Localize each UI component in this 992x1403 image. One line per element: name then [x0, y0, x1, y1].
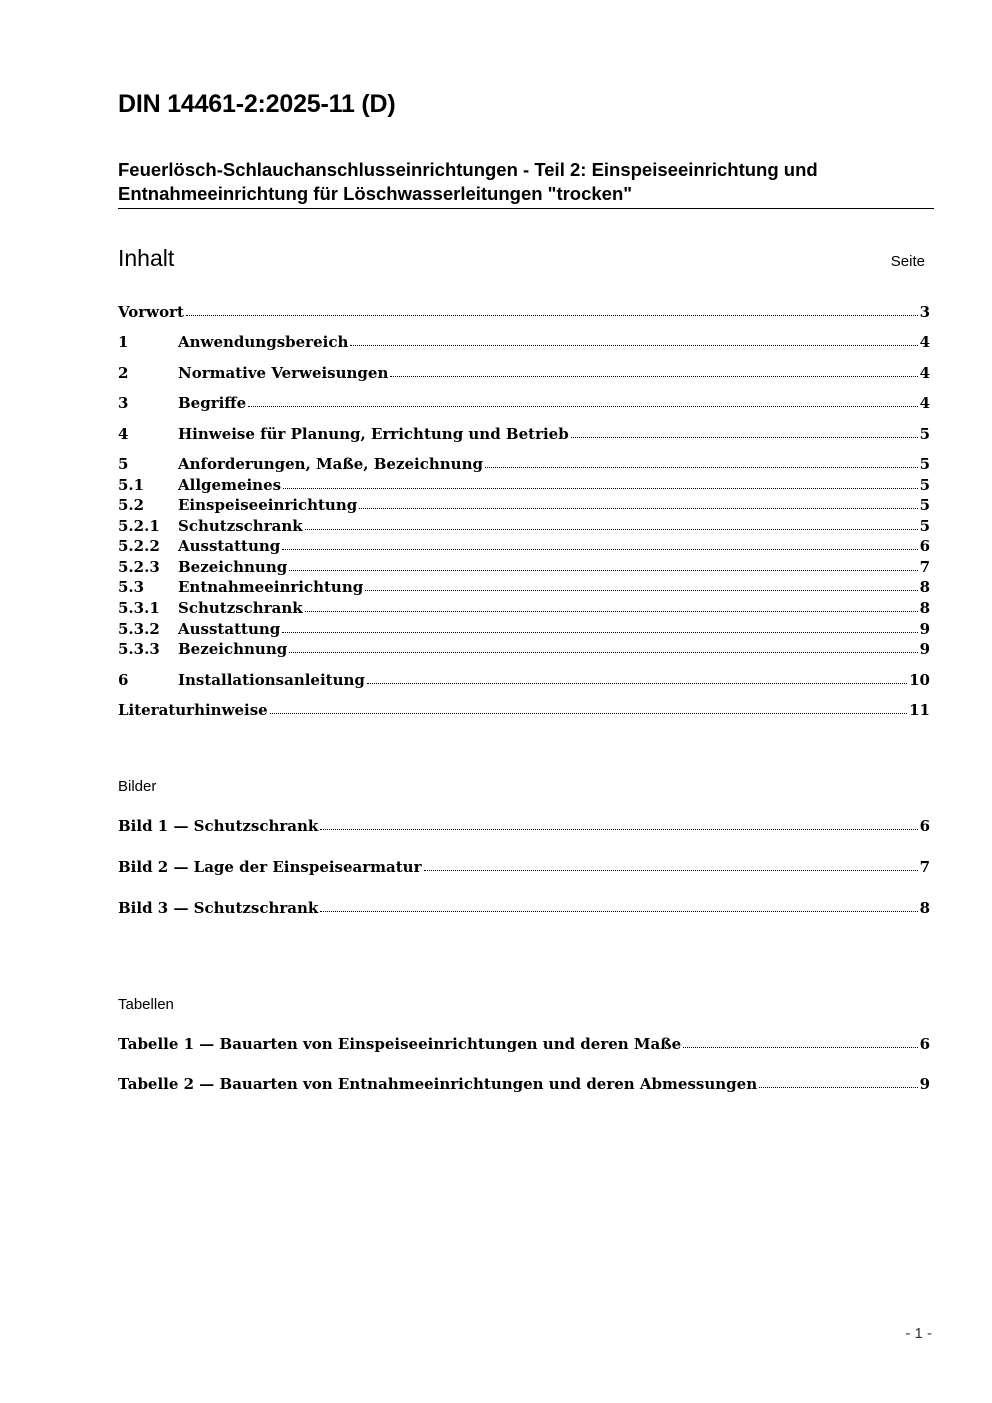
dot-leader	[571, 423, 918, 438]
page-column-label: Seite	[890, 253, 925, 270]
toc-entry-number: 5.3.1	[118, 599, 160, 617]
dot-leader	[289, 638, 917, 653]
toc-entry-number: 1	[118, 333, 129, 351]
table-entry-page: 9	[919, 1075, 930, 1093]
dot-leader	[320, 815, 917, 830]
toc-entry-page: 9	[919, 620, 930, 638]
dot-leader	[282, 618, 917, 633]
dot-leader	[270, 699, 907, 714]
dot-leader	[186, 301, 918, 316]
dot-leader	[248, 392, 917, 407]
toc-entry[interactable]	[118, 598, 930, 618]
dot-leader	[424, 856, 918, 871]
toc-entry-title: Anforderungen, Maße, Bezeichnung	[178, 455, 483, 473]
toc-entry-title: Einspeiseeinrichtung	[178, 496, 358, 514]
toc-entry-number: 6	[118, 671, 129, 689]
toc-entry-page: 8	[919, 599, 930, 617]
toc-entry-page: 4	[919, 333, 930, 351]
toc-entry-number: 2	[118, 364, 129, 382]
table-entry-title: Tabelle 1 — Bauarten von Einspeiseeinrichtungen und deren Maße	[118, 1035, 682, 1053]
toc-entry-page: 8	[919, 578, 930, 596]
toc-entry-page: 5	[919, 425, 930, 443]
dot-leader	[359, 494, 917, 509]
dot-leader	[305, 597, 918, 612]
toc-entry-page: 6	[919, 537, 930, 555]
dot-leader	[390, 362, 917, 377]
dot-leader	[320, 897, 917, 912]
toc-entry-page: 11	[909, 701, 930, 719]
toc-entry[interactable]	[118, 363, 930, 383]
toc-entry-title: Hinweise für Planung, Errichtung und Betrieb	[178, 425, 569, 443]
dot-leader	[365, 576, 917, 591]
document-title	[118, 158, 934, 209]
table-entry[interactable]	[118, 1074, 930, 1094]
toc-entry-page: 7	[919, 558, 930, 576]
toc-entry[interactable]	[118, 393, 930, 413]
toc-entry-title: Vorwort	[118, 303, 184, 321]
toc-entry-number: 5	[118, 455, 129, 473]
toc-entry[interactable]	[118, 516, 930, 536]
toc-entry-title: Bezeichnung	[178, 558, 288, 576]
toc-entry-page: 4	[919, 364, 930, 382]
toc-entry-title: Entnahmeeinrichtung	[178, 578, 364, 596]
document-id: DIN 14461-2:2025-11 (D)	[118, 90, 396, 118]
toc-entry[interactable]	[118, 536, 930, 556]
toc-entry-title: Schutzschrank	[178, 517, 303, 535]
figure-entry-title: Bild 3 — Schutzschrank	[118, 899, 319, 917]
figure-entry-title: Bild 1 — Schutzschrank	[118, 817, 319, 835]
figure-entry-page: 7	[919, 858, 930, 876]
figure-entry-page: 8	[919, 899, 930, 917]
toc-entry[interactable]	[118, 495, 930, 515]
toc-entry-title: Normative Verweisungen	[178, 364, 389, 382]
toc-entry-number: 5.2.1	[118, 517, 160, 535]
toc-entry-number: 5.3.3	[118, 640, 160, 658]
toc-entry-literatur[interactable]	[118, 700, 930, 720]
dot-leader	[289, 556, 917, 571]
toc-entry-title: Anwendungsbereich	[178, 333, 349, 351]
toc-entry[interactable]	[118, 619, 930, 639]
toc-entry-title: Allgemeines	[178, 476, 282, 494]
toc-entry-number: 5.2.3	[118, 558, 160, 576]
figure-entry[interactable]	[118, 816, 930, 836]
toc-entry-title: Ausstattung	[178, 537, 281, 555]
toc-entry-page: 5	[919, 476, 930, 494]
toc-entry[interactable]	[118, 639, 930, 659]
dot-leader	[759, 1073, 917, 1088]
dot-leader	[283, 474, 917, 489]
figure-entry[interactable]	[118, 898, 930, 918]
toc-entry-title: Schutzschrank	[178, 599, 303, 617]
toc-entry-title: Installationsanleitung	[178, 671, 365, 689]
toc-entry-number: 5.3	[118, 578, 145, 596]
toc-entry[interactable]	[118, 670, 930, 690]
toc-entry-title: Bezeichnung	[178, 640, 288, 658]
toc-entry-page: 9	[919, 640, 930, 658]
dot-leader	[282, 535, 917, 550]
toc-entry-page: 5	[919, 517, 930, 535]
table-entry-page: 6	[919, 1035, 930, 1053]
toc-entry-page: 4	[919, 394, 930, 412]
figure-entry[interactable]	[118, 857, 930, 877]
dot-leader	[683, 1033, 917, 1048]
table-entry[interactable]	[118, 1034, 930, 1054]
toc-entry[interactable]	[118, 454, 930, 474]
toc-entry-page: 3	[919, 303, 930, 321]
tables-section-label: Tabellen	[118, 996, 174, 1013]
toc-entry-number: 5.2	[118, 496, 145, 514]
figure-entry-title: Bild 2 — Lage der Einspeisearmatur	[118, 858, 422, 876]
toc-entry-page: 5	[919, 496, 930, 514]
toc-entry-title: Ausstattung	[178, 620, 281, 638]
figure-entry-page: 6	[919, 817, 930, 835]
toc-entry-vorwort[interactable]	[118, 302, 930, 322]
toc-entry-number: 3	[118, 394, 129, 412]
toc-entry[interactable]	[118, 475, 930, 495]
toc-entry-page: 5	[919, 455, 930, 473]
dot-leader	[350, 331, 917, 346]
toc-entry-number: 5.3.2	[118, 620, 160, 638]
dot-leader	[485, 453, 918, 468]
contents-heading: Inhalt	[118, 245, 175, 271]
toc-entry-number: 5.2.2	[118, 537, 160, 555]
toc-entry[interactable]	[118, 577, 930, 597]
toc-entry-page: 10	[909, 671, 930, 689]
toc-entry-number: 4	[118, 425, 129, 443]
toc-entry-number: 5.1	[118, 476, 145, 494]
toc-entry[interactable]	[118, 557, 930, 577]
dot-leader	[367, 669, 907, 684]
dot-leader	[305, 515, 918, 530]
toc-entry-title: Begriffe	[178, 394, 247, 412]
toc-entry-title: Literaturhinweise	[118, 701, 268, 719]
page-number: - 1 -	[905, 1325, 932, 1342]
figures-section-label: Bilder	[118, 778, 157, 795]
table-entry-title: Tabelle 2 — Bauarten von Entnahmeeinrichtungen und deren Abmessungen	[118, 1075, 758, 1093]
document-title-line-2: Entnahmeeinrichtung für Löschwasserleitungen "trocken"	[118, 183, 633, 204]
document-title-line-1: Feuerlösch-Schlauchanschlusseinrichtungen - Teil 2: Einspeiseeinrichtung und	[118, 159, 818, 180]
toc-entry[interactable]	[118, 424, 930, 444]
toc-entry[interactable]	[118, 332, 930, 352]
